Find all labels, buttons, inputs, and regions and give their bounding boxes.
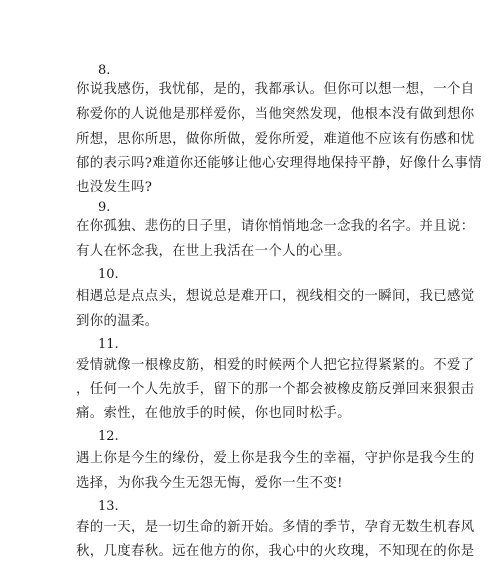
entry-line: 所想，思你所思，做你所做，爱你所爱，难道他不应该有伤感和忧	[76, 132, 475, 147]
entry-number: 10.	[98, 267, 119, 282]
entry-number: 9.	[98, 200, 111, 215]
entry-line: 痛。索性，在他放手的时候，你也同时松手。	[76, 406, 351, 421]
entry-number: 13.	[98, 499, 119, 514]
entry-line: 爱情就像一根橡皮筋，相爱的时候两个人把它拉得紧紧的。不爱了	[76, 358, 475, 373]
entry-line: 春的一天，是一切生命的新开始。多情的季节，孕育无数生机春风	[76, 520, 475, 535]
entry-line: 选择，为你我今生无怨无悔，爱你一生不变!	[76, 476, 343, 491]
entry-line: 相遇总是点点头，想说总是难开口，视线相交的一瞬间，我已感觉	[76, 289, 475, 304]
entry-line: ，任何一个人先放手，留下的那一个都会被橡皮筋反弹回来狠狠击	[76, 382, 475, 397]
entry-number: 12.	[98, 429, 119, 444]
entry-line: 也没发生吗?	[76, 180, 153, 195]
entry-line: 有人在怀念我，在世上我活在一个人的心里。	[76, 244, 351, 259]
entry-line: 称爱你的人说他是那样爱你，当他突然发现，他根本没有做到想你	[76, 107, 475, 122]
entry-line: 到你的温柔。	[76, 314, 159, 329]
entry-number: 11.	[98, 337, 119, 352]
entry-line: 遇上你是今生的缘份，爱上你是我今生的幸福，守护你是我今生的	[76, 451, 475, 466]
entry-line: 在你孤独、悲伤的日子里，请你悄悄地念一念我的名字。并且说：	[76, 219, 475, 234]
entry-number: 8.	[98, 63, 111, 78]
entry-line: 你说我感伤，我忧郁，是的，我都承认。但你可以想一想，一个自	[76, 82, 475, 97]
entry-line: 郁的表示吗?难道你还能够让他心安理得地保持平静，好像什么事情	[76, 156, 483, 171]
entry-line: 秋，几度春秋。远在他方的你，我心中的火玫瑰，不知现在的你是	[76, 544, 475, 559]
